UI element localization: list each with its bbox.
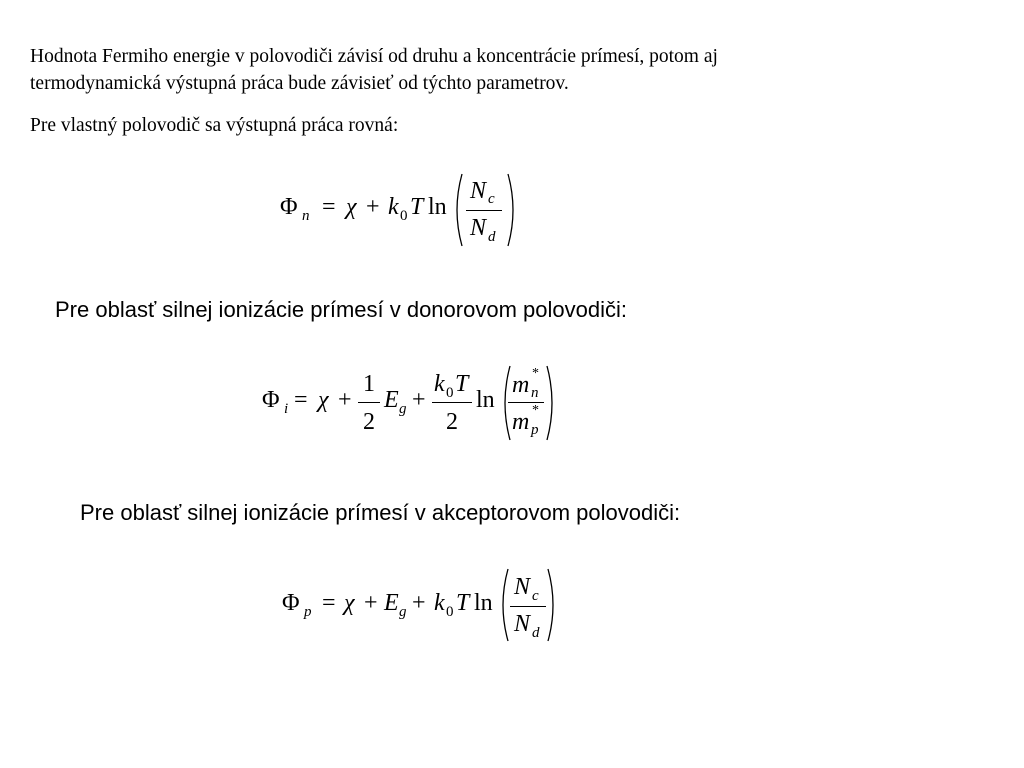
k-symbol: k [434,590,445,616]
equation-intrinsic [280,170,530,250]
intro-line-1: Hodnota Fermiho energie v polovodiči závisí od druhu a koncentrácie prímesí, potom aj [30,46,718,67]
e-symbol: E [384,590,399,616]
intrinsic-intro: Pre vlastný polovodič sa výstupná práca rovná: [30,115,399,136]
equation-donor [262,362,562,444]
subscript-p: p [304,604,312,620]
subscript-c: c [532,588,539,604]
star-superscript: * [532,403,539,418]
left-paren-icon [498,364,512,442]
ln-function: ln [428,194,447,220]
right-paren-icon [506,172,520,248]
denominator-m: m [512,409,530,435]
fraction-bar [358,402,380,403]
numerator-one: 1 [363,371,375,397]
plus-sign: + [412,387,426,413]
e-symbol: E [384,387,399,413]
equals-sign: = [294,387,308,413]
denominator-n: N [514,611,531,637]
subscript-zero: 0 [400,208,408,224]
subscript-i: i [284,401,289,417]
denominator-two: 2 [446,409,458,435]
plus-sign: + [338,387,352,413]
fraction-bar [510,606,546,607]
right-paren-icon [545,364,559,442]
ln-function: ln [476,387,495,413]
subscript-d: d [488,229,496,245]
t-symbol: T [410,194,424,220]
donor-heading: Pre oblasť silnej ionizácie prímesí v donorovom polovodiči: [55,297,627,322]
plus-sign: + [412,590,426,616]
equals-sign: = [322,590,336,616]
numerator-m: m [512,372,530,398]
subscript-d: d [532,625,540,641]
subscript-g: g [399,604,407,620]
phi-symbol: Φ [280,194,298,220]
intro-line-2: termodynamická výstupná práca bude závisieť od týchto parametrov. [30,73,569,94]
left-paren-icon [496,567,510,643]
ln-function: ln [474,590,493,616]
fraction-bar [466,210,502,211]
phi-symbol: Φ [282,590,300,616]
chi-symbol: χ [346,194,357,220]
equation-acceptor [282,565,572,645]
subscript-n: n [302,208,310,224]
numerator-n: N [470,178,487,204]
plus-sign: + [364,590,378,616]
denominator-n: N [470,215,487,241]
subscript-c: c [488,191,495,207]
equals-sign: = [322,194,336,220]
chi-symbol: χ [344,590,355,616]
t-symbol: T [456,590,470,616]
fraction-bar [432,402,472,403]
k-symbol: k [434,371,445,397]
chi-symbol: χ [318,387,329,413]
denominator-two: 2 [363,409,375,435]
acceptor-heading: Pre oblasť silnej ionizácie prímesí v akceptorovom polovodiči: [80,500,681,525]
numerator-n: N [514,574,531,600]
subscript-g: g [399,401,407,417]
subscript-n: n [531,385,539,401]
left-paren-icon [450,172,464,248]
phi-symbol: Φ [262,387,280,413]
star-superscript: * [532,366,539,381]
subscript-p: p [531,422,539,438]
subscript-zero: 0 [446,385,454,401]
k-symbol: k [388,194,399,220]
t-symbol: T [455,371,469,397]
right-paren-icon [546,567,560,643]
plus-sign: + [366,194,380,220]
subscript-zero: 0 [446,604,454,620]
